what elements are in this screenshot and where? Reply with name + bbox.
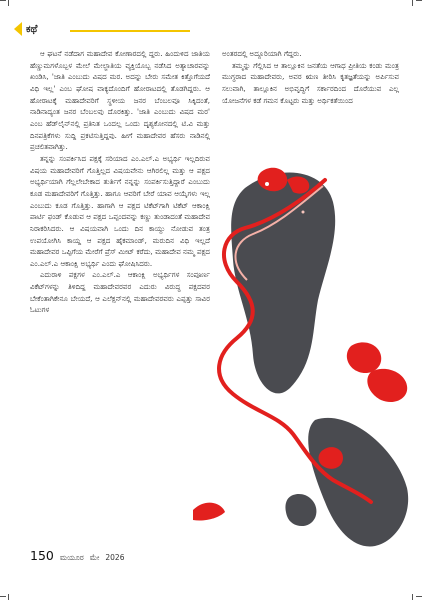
article-paragraph: ಆ ಘಟನೆ ನಡೆದಾಗ ಮಹಾದೇವ ಕೋಣಾರದಲ್ಲಿ ದ್ದರು. ಹಿಂದುಳಿದ ಜಾತಿಯ ಹೆಣ್ಣುಮಗಳೊಬ್ಬಳ ಮೇಲೆ ಮೇಲ್ಜಾತಿಯ ವ್ಯಕ್ತಿಯೊಬ್ಬ ನಡೆಸಿದ ಅತ್ಯಾಚಾರವನ್ನು ಖಂಡಿಸಿ, 'ಜಾತಿ ಎಂಬುದು ವಿಷದ ಮರ. ಅದನ್ನು ಬೇರು ಸಮೇತ ಕಿತ್ತೊಗೆಯದೆ ವಿಧಿ ಇಲ್ಲ' ಎಂಬ ಘೋಷ ವಾಕ್ಯದೊಂದಿಗೆ ಹೋರಾಟದಲ್ಲಿ ತೊಡಗಿದ್ದರು. ಆ ಹೋರಾಟಕ್ಕೆ ಮಹಾದೇವರಿಗೆ ಸ್ಥಳೀಯ ಜನರ ಬೆಂಬಲವೂ ಸಿಕ್ಕಿದಂತೆ, ನಾಡಿನಾದ್ಯಂತ ಜನರ ಬೆಂಬಲವು ದೊರಕಿತ್ತು. 'ಜಾತಿ ಎಂಬುದು ವಿಷದ ಮರ' ಎಂಬ ಹೆಡ್‌ಲೈನ್‌ನಲ್ಲಿ ಪ್ರತಿನಿತ ಒಂದಲ್ಲ ಒಂದು ದೃಶ್ಯಕೋನದಲ್ಲಿ ಟಿ.ವಿ ಮತ್ತು ದಿನಪತ್ರಿಕೆಗಳು ಸುದ್ದಿ ಪ್ರಕಟಿಸುತ್ತಿದ್ದವು. ಹೀಗೆ ಮಹಾದೇವರ ಹೆಸರು ನಾಡಿನಲ್ಲಿ ಪ್ರಚಲಿತವಾಗಿತ್ತು. bbox=[30, 49, 210, 152]
article-paragraph: ತನ್ನನ್ನು ಸಂಪರ್ಕಿಸಿದ ಪಕ್ಷಕ್ಕೆ ಸರಿಯಾದ ಎಂ.ಎಲ್.ಎ ಅಭ್ಯರ್ಥಿ ಇಲ್ಲದಿರುವ ವಿಷಯ ಮಹಾದೇವರಿಗೆ ಗೊತ್ತಿಲ್ಲದ ವಿಷಯವೇನು ಆಗಿರಲಿಲ್ಲ ಮತ್ತು ಆ ಪಕ್ಷದ ಅಭ್ಯರ್ಥಿಯಾಗಿ ಗೆಲ್ಲಲೇಬೇಕಾದ ತುರ್ತಿಗೆ ನನ್ನನ್ನು ಸಂಪರ್ಕಿಸುತ್ತಿದ್ದಾರೆ ಎಂಬುದು ಕೂಡ ಮಹಾದೇವರಿಗೆ ಗೊತ್ತಿತ್ತು. ಹಾಗೂ ಆವರಿಗೆ ಬೇರೆ ಯಾವ ಆಯ್ಕೆಗಳು ಇಲ್ಲ ಎಂಬುದು ಕೂಡ ಗೊತ್ತಿತ್ತು. ಹಾಗಾಗಿ ಆ ಪಕ್ಷದ ಟಿಕೆಟ್‌ಗಾಗಿ ಟಿಕೆಟ್ ಆಕಾಂಕ್ಷಿ ಪಾರ್ಟಿ ಫಂಡ್ ಕೊಡುವ ಆ ಪಕ್ಷದ ಒಪ್ಪಂದವನ್ನು ಕಣ್ಣು ತುಂಡಾದಂತೆ ಮಹಾದೇವ ನಿರಾಕರಿಸಿದರು. ಆ ವಿಷಯವಾಗಿ ಒಂದು ದಿನ ಕಾಯ್ದು ನೋಡುವ ತಂತ್ರ ಉಪಯೋಗಿಸಿ ಕಾಯ್ದ ಆ ಪಕ್ಷದ ಹೈಕಮಾಂಡ್, ಮರುದಿನ ವಿಧಿ ಇಲ್ಲದೆ ಮಹಾದೇವರ ಒಪ್ಪಿಗೆಯ ಮೇರೆಗೆ ಪ್ರೆಸ್ ಮೀಟ್ ಕರೆದು, ಮಹಾದೇವ ನಮ್ಮ ಪಕ್ಷದ ಎಂ.ಎಲ್.ಎ ಆಕಾಂಕ್ಷಿ ಅಭ್ಯರ್ಥಿ ಎಂದು ಘೋಷಿಸಿದರು. bbox=[30, 153, 210, 268]
issue-year: 2026 bbox=[105, 553, 125, 562]
crop-mark bbox=[412, 594, 413, 600]
section-rule bbox=[70, 30, 190, 32]
illustration-art bbox=[175, 150, 415, 570]
crop-mark bbox=[8, 594, 9, 600]
crop-mark bbox=[0, 0, 6, 1]
article-paragraph-continuation: ಅಂತರದಲ್ಲಿ ಅದ್ದೂರಿಯಾಗಿ ಗೆದ್ದರು. bbox=[222, 49, 302, 58]
illustration-head-shape bbox=[231, 172, 335, 393]
section-label: ಕಥೆ bbox=[26, 24, 38, 35]
article-paragraph: ತಮ್ಮನ್ನು ಗೆಲ್ಲಿಸಿದ ಆ ತಾಲ್ಲೂಕಿನ ಜನತೆಯ ಆಗಾಧ ಪ್ರೀತಿಯ ಕಂಡು ಮಂತ್ರ ಮುಗ್ಧರಾದ ಮಹಾದೇವರು, ಅವರ ಋಣ ತೀರಿಸಿ ಕೃತಜ್ಞತೆಯನ್ನು ಅರ್ಪಿಸುವ ಸಲುವಾಗಿ, ತಾಲ್ಲೂಕಿನ ಅಭಿವೃದ್ಧಿಗೆ ಸರ್ಕಾರದಿಂದ ದೊರೆಯುವ ಎಲ್ಲ ಯೋಜನೆಗಳ ಕಡೆ ಗಮನ ಕೊಟ್ಟರು ಮತ್ತು ಅರ್ಥಿಕತೆಯಿಂದ bbox=[222, 60, 399, 105]
illustration-dark-blob bbox=[308, 418, 408, 547]
crop-mark bbox=[0, 596, 6, 597]
crop-mark bbox=[416, 596, 422, 597]
page-number: 150 bbox=[30, 548, 54, 563]
illustration-red-streak bbox=[193, 503, 225, 521]
issue-month: ಮೇ bbox=[89, 553, 100, 562]
crop-mark bbox=[8, 0, 9, 6]
illustration-red-drop-lower bbox=[367, 369, 407, 402]
crop-mark bbox=[416, 0, 422, 1]
illustration-red-drop bbox=[347, 342, 381, 373]
page-footer bbox=[30, 548, 124, 566]
illustration-highlight bbox=[302, 211, 305, 214]
illustration-highlight bbox=[265, 182, 269, 186]
article-column-right bbox=[222, 48, 399, 158]
illustration-dark-blob-small bbox=[285, 494, 316, 526]
publication-name: ಮಯೂರ bbox=[59, 553, 84, 562]
article-paragraph: ಎದುರಾಳಿ ಪಕ್ಷಗಳ ಎಂ.ಎಲ್.ಎ ಆಕಾಂಕ್ಷಿ ಅಭ್ಯರ್ಥಿಗಳ ಸಂಪೂರ್ಣ ವಿಕೆಟ್‌ಗಳನ್ನು ತಿಳಿದಿದ್ದ ಮಹಾದೇವರವರ ಎದುರು ವಿರುದ್ಧ ಪಕ್ಷದವರ ಬೇಕೆಂತಾಗಿಕೇನೂ ಬೇಯದೆ, ಆ ಎಲೆಕ್ಷನ್‌ನಲ್ಲಿ ಮಹಾದೇವರವರು ಎಪ್ಪತ್ತು ಸಾವಿರ ಓಟುಗಳ bbox=[30, 270, 210, 315]
crop-mark bbox=[412, 0, 413, 6]
